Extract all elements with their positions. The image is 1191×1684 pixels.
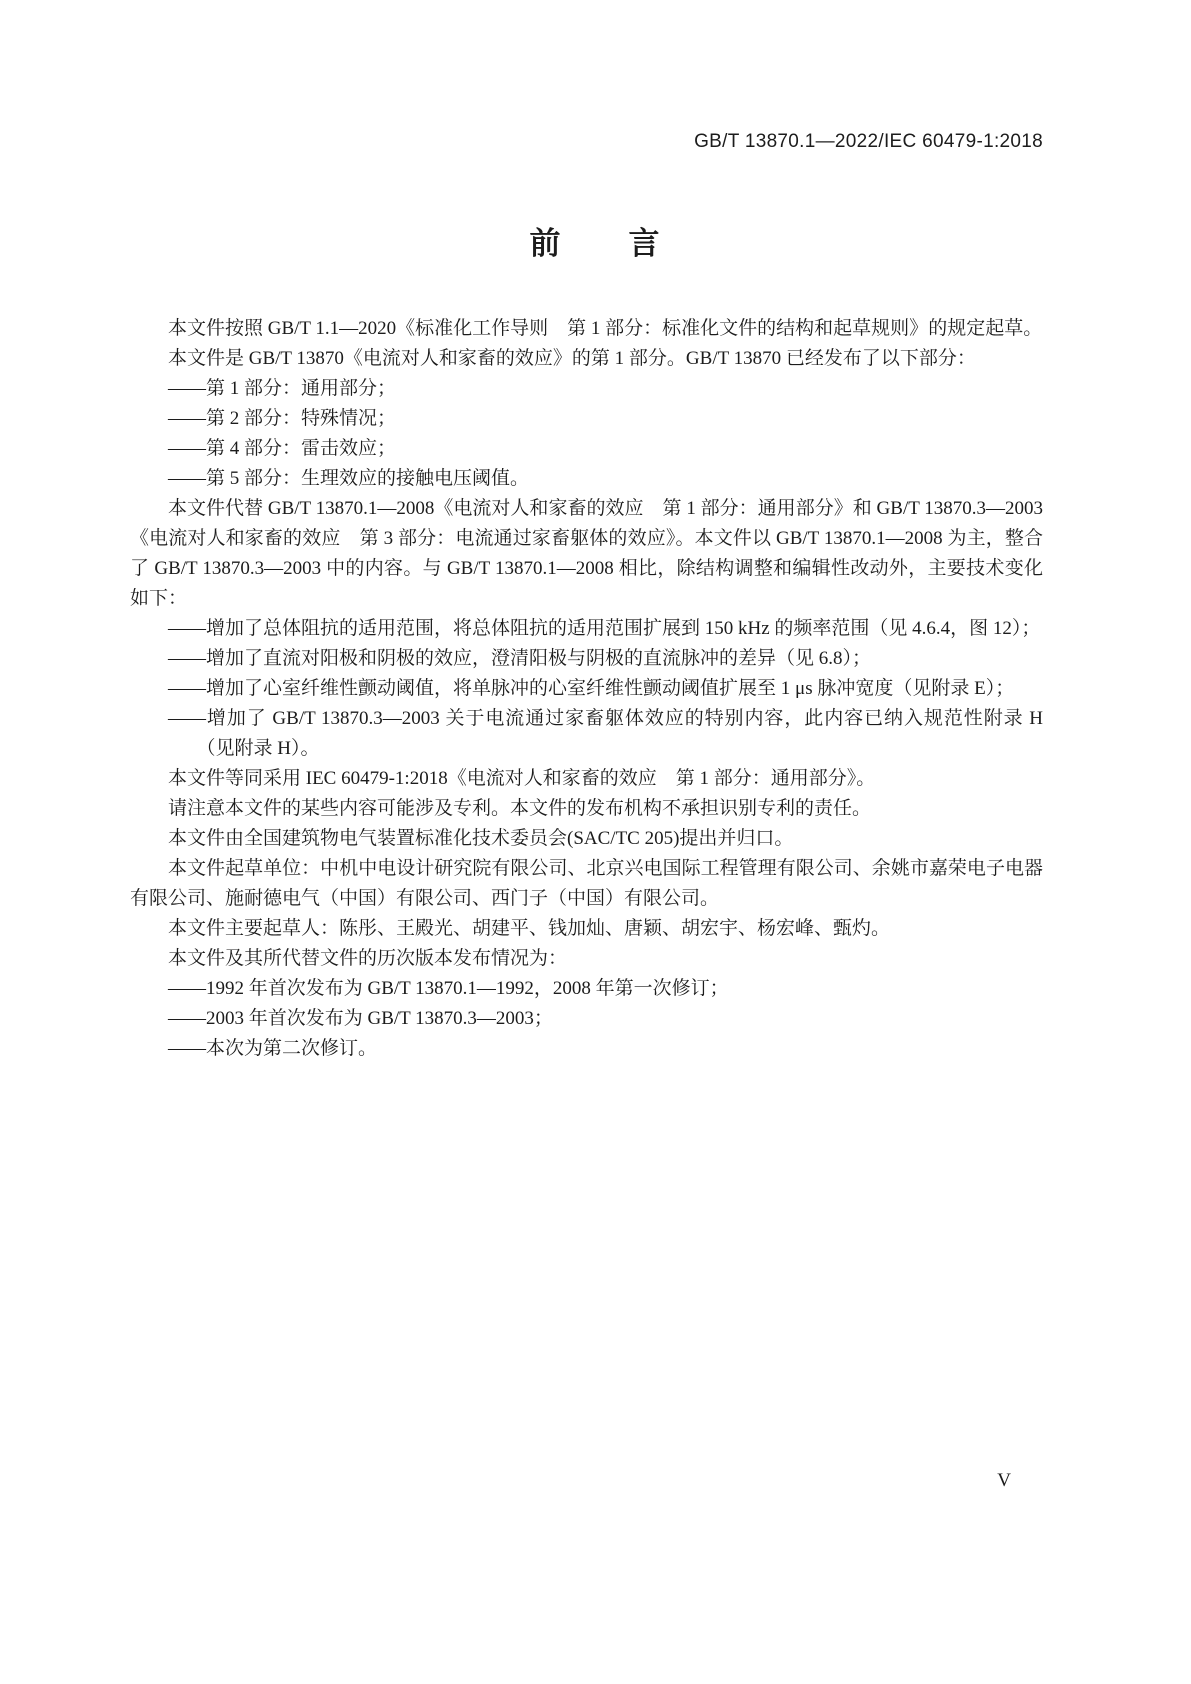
page-title: 前 言 — [529, 226, 662, 261]
list-item: ——1992 年首次发布为 GB/T 13870.1—1992，2008 年第一次修订； — [168, 978, 729, 999]
list-item: ——第 5 部分：生理效应的接触电压阈值。 — [168, 468, 530, 489]
list-item: ——增加了心室纤维性颤动阈值，将单脉冲的心室纤维性颤动阈值扩展至 1 μs 脉冲宽度（见附录 E）； — [168, 678, 1015, 699]
paragraph: 请注意本文件的某些内容可能涉及专利。本文件的发布机构不承担识别专利的责任。 — [168, 798, 872, 819]
page-number: V — [997, 1470, 1011, 1491]
paragraph: 本文件由全国建筑物电气装置标准化技术委员会(SAC/TC 205)提出并归口。 — [168, 828, 794, 849]
paragraph: 本文件及其所代替文件的历次版本发布情况为： — [168, 948, 568, 969]
paragraph: 本文件代替 GB/T 13870.1—2008《电流对人和家畜的效应 第 1 部分：通用部分》和 GB/T 13870.3—2003《电流对人和家畜的效应 第 3 部分：电流通过家畜躯体的效应》。本文件以 GB/T 13870.1—2008 为主，整合了 GB/T 13870.3—2003 中的内容。与 GB/T 13870.1—2008 相比，除结构调整和编辑性改动外，主要技术变化如下： — [130, 498, 1043, 609]
list-item: ——本次为第二次修订。 — [168, 1038, 378, 1059]
list-item: ——增加了 GB/T 13870.3—2003 关于电流通过家畜躯体效应的特别内容，此内容已纳入规范性附录 H（见附录 H）。 — [168, 708, 1043, 759]
list-item: ——第 4 部分：雷击效应； — [168, 438, 397, 459]
list-item: ——2003 年首次发布为 GB/T 13870.3—2003； — [168, 1008, 553, 1029]
paragraph: 本文件起草单位：中机中电设计研究院有限公司、北京兴电国际工程管理有限公司、余姚市嘉荣电子电器有限公司、施耐德电气（中国）有限公司、西门子（中国）有限公司。 — [130, 858, 1043, 909]
document-number: GB/T 13870.1—2022/IEC 60479-1:2018 — [694, 131, 1043, 152]
list-item: ——增加了直流对阳极和阴极的效应，澄清阳极与阴极的直流脉冲的差异（见 6.8）； — [168, 648, 872, 669]
foreword-content — [130, 314, 1043, 1064]
paragraph: 本文件主要起草人：陈彤、王殿光、胡建平、钱加灿、唐颖、胡宏宇、杨宏峰、甄灼。 — [168, 918, 891, 939]
paragraph: 本文件按照 GB/T 1.1—2020《标准化工作导则 第 1 部分：标准化文件的结构和起草规则》的规定起草。 — [168, 318, 1043, 339]
list-item: ——增加了总体阻抗的适用范围，将总体阻抗的适用范围扩展到 150 kHz 的频率范围（见 4.6.4，图 12）； — [168, 618, 1041, 639]
paragraph: 本文件是 GB/T 13870《电流对人和家畜的效应》的第 1 部分。GB/T 13870 已经发布了以下部分： — [168, 348, 976, 369]
list-item: ——第 2 部分：特殊情况； — [168, 408, 397, 429]
paragraph: 本文件等同采用 IEC 60479-1:2018《电流对人和家畜的效应 第 1 部分：通用部分》。 — [168, 768, 876, 789]
list-item: ——第 1 部分：通用部分； — [168, 378, 397, 399]
